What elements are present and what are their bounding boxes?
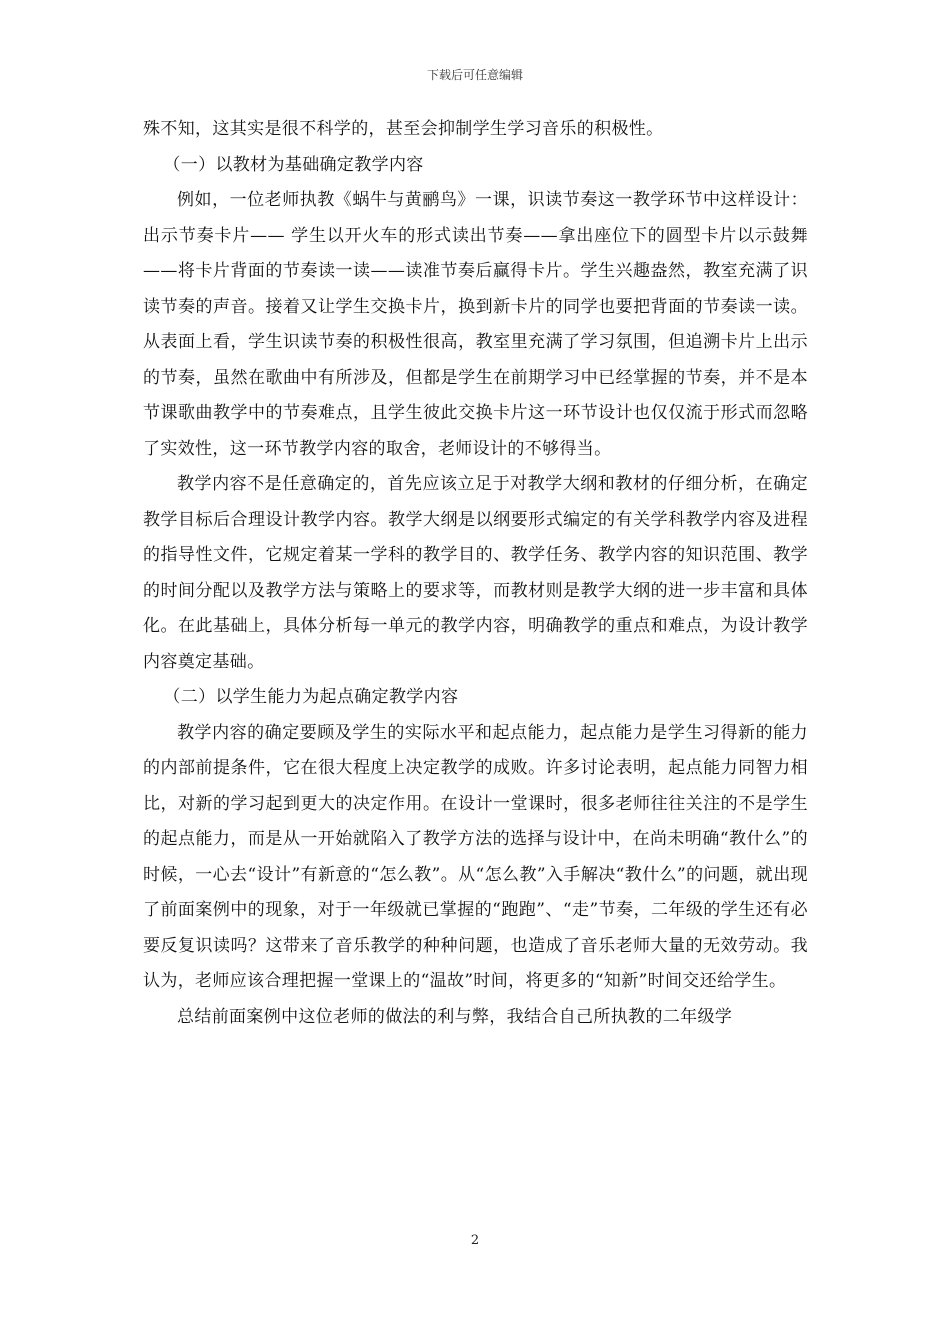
- page-header: 下载后可任意编辑: [426, 68, 523, 82]
- document-body: [143, 112, 808, 1035]
- page-number: 2: [470, 1233, 480, 1248]
- paragraph-continuation: 殊不知，这其实是很不科学的，甚至会抑制学生学习音乐的积极性。: [143, 119, 664, 139]
- paragraph-syllabus: 教学内容不是任意确定的，首先应该立足于对教学大纲和教材的仔细分析，在确定教学目标后合理设计教学内容。教学大纲是以纲要形式编定的有关学科教学内容及进程的指导性文件，它规定着某一学科的教学目的、教学任务、教学内容的知识范围、教学的时间分配以及教学方法与策略上的要求等，而教材则是教学大纲的进一步丰富和具体化。在此基础上，具体分析每一单元的教学内容，明确教学的重点和难点，为设计教学内容奠定基础。: [143, 474, 808, 672]
- paragraph-example: 例如，一位老师执教《蜗牛与黄鹂鸟》一课，识读节奏这一教学环节中这样设计：出示节奏卡片—— 学生以开火车的形式读出节奏——拿出座位下的圆型卡片以示鼓舞——将卡片背面的节奏读一读——读准节奏后赢得卡片。学生兴趣盎然，教室充满了识读节奏的声音。接着又让学生交换卡片，换到新卡片的同学也要把背面的节奏读一读。从表面上看，学生识读节奏的积极性很高，教室里充满了学习氛围，但追溯卡片上出示的节奏，虽然在歌曲中有所涉及，但都是学生在前期学习中已经掌握的节奏，并不是本节课歌曲教学中的节奏难点，且学生彼此交换卡片这一环节设计也仅仅流于形式而忽略了实效性，这一环节教学内容的取舍，老师设计的不够得当。: [143, 190, 808, 459]
- section-heading-2: （二）以学生能力为起点确定教学内容: [163, 687, 459, 707]
- paragraph-summary: 总结前面案例中这位老师的做法的利与弊，我结合自己所执教的二年级学: [177, 1006, 733, 1027]
- paragraph-student-ability: 教学内容的确定要顾及学生的实际水平和起点能力，起点能力是学生习得新的能力的内部前提条件，它在很大程度上决定教学的成败。许多讨论表明，起点能力同智力相比，对新的学习起到更大的决定作用。在设计一堂课时，很多老师往往关注的不是学生的起点能力，而是从一开始就陷入了教学方法的选择与设计中，在尚未明确“教什么”的时候，一心去“设计”有新意的“怎么教”。从“怎么教”入手解决“教什么”的问题，就出现了前面案例中的现象，对于一年级就已掌握的“跑跑”、“走”节奏，二年级的学生还有必要反复识读吗？这带来了音乐教学的种种问题，也造成了音乐老师大量的无效劳动。我认为，老师应该合理把握一堂课上的“温故”时间，将更多的“知新”时间交还给学生。: [143, 722, 808, 991]
- section-heading-1: （一）以教材为基础确定教学内容: [163, 154, 424, 175]
